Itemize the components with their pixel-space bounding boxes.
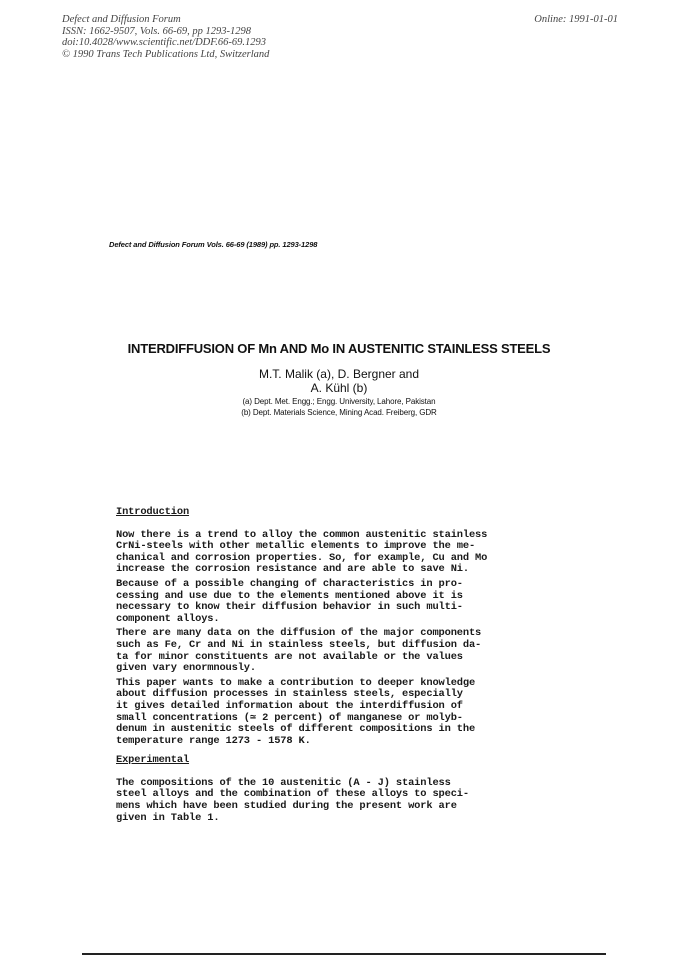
authors-line-1: M.T. Malik (a), D. Bergner and	[258, 367, 420, 381]
intro-paragraph-1	[116, 530, 546, 576]
intro-paragraph-4	[116, 678, 546, 748]
text-line: chanical and corrosion properties. So, for example, Cu and Mo	[116, 551, 488, 564]
text-line: increase the corrosion resistance and are able to save Ni.	[116, 563, 469, 576]
text-line: steel alloys and the combination of these alloys to speci-	[116, 788, 469, 801]
text-line: mens which have been studied during the present work are	[116, 800, 457, 813]
intro-paragraph-2	[116, 579, 546, 625]
doi-line: doi:10.4028/www.scientific.net/DDF.66-69.1293	[62, 37, 267, 48]
text-line: ta for minor constituents are not available or the values	[116, 650, 463, 663]
text-line: about diffusion processes in stainless steels, especially	[116, 688, 463, 701]
experimental-paragraph-1	[116, 778, 546, 824]
text-line: This paper wants to make a contribution to deeper knowledge	[116, 676, 476, 689]
publication-info	[62, 14, 269, 60]
paper-title: INTERDIFFUSION OF Mn AND Mo IN AUSTENITIC STAINLESS STEELS	[127, 341, 551, 356]
text-line: CrNi-steels with other metallic elements to improve the me-	[116, 540, 476, 553]
body-text	[116, 507, 546, 827]
text-line: Now there is a trend to alloy the common austenitic stainless	[116, 528, 488, 541]
introduction-heading: Introduction	[116, 506, 190, 518]
intro-paragraph-3	[116, 628, 546, 674]
journal-reference: Defect and Diffusion Forum Vols. 66-69 (1989) pp. 1293-1298	[109, 240, 318, 249]
authors-line-2: A. Kühl (b)	[310, 381, 368, 395]
text-line: given in Table 1.	[116, 811, 220, 824]
text-line: small concentrations (≃ 2 percent) of manganese or molyb-	[116, 711, 463, 724]
text-line: There are many data on the diffusion of the major components	[116, 627, 482, 640]
experimental-heading: Experimental	[116, 754, 190, 767]
footer-rule	[82, 953, 606, 955]
journal-name: Defect and Diffusion Forum	[62, 14, 181, 25]
text-line: cessing and use due to the elements mentioned above it is	[116, 589, 463, 602]
online-date: Online: 1991-01-01	[534, 14, 618, 25]
text-line: denum in austenitic steels of different compositions in the	[116, 723, 476, 736]
affiliation-b: (b) Dept. Materials Science, Mining Acad. Freiberg, GDR	[241, 408, 437, 417]
text-line: such as Fe, Cr and Ni in stainless steels, but diffusion da-	[116, 638, 482, 651]
text-line: component alloys.	[116, 612, 220, 625]
text-line: necessary to know their diffusion behavior in such multi-	[116, 601, 463, 614]
issn-line: ISSN: 1662-9507, Vols. 66-69, pp 1293-1298	[62, 25, 251, 37]
affiliation-a: (a) Dept. Met. Engg.; Engg. University, Lahore, Pakistan	[242, 397, 436, 406]
copyright-line: © 1990 Trans Tech Publications Ltd, Switzerland	[62, 48, 270, 60]
text-line: temperature range 1273 - 1578 K.	[116, 734, 311, 747]
text-line: it gives detailed information about the interdiffusion of	[116, 699, 463, 712]
text-line: given vary enormnously.	[116, 662, 256, 675]
text-line: The compositions of the 10 austenitic (A - J) stainless	[116, 776, 451, 789]
text-line: Because of a possible changing of characteristics in pro-	[116, 577, 463, 590]
